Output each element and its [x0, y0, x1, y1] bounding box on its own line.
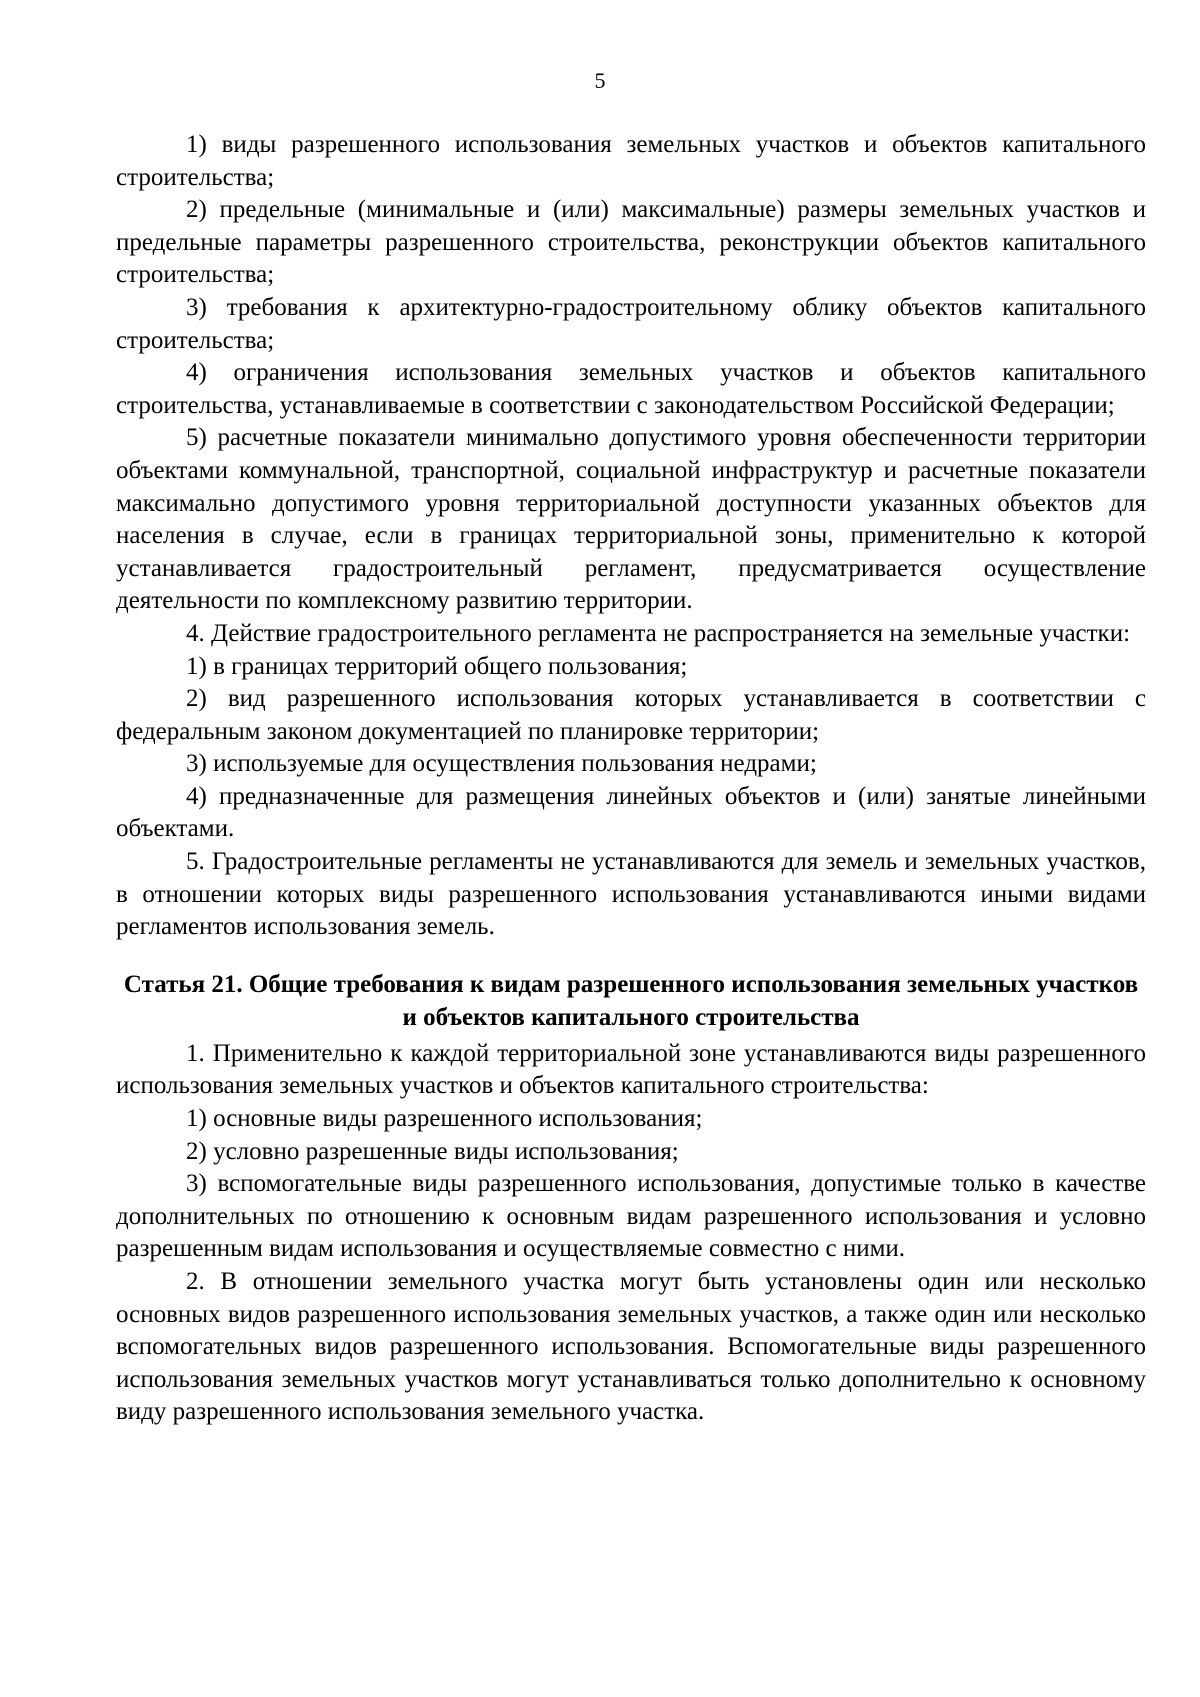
paragraph: 4) предназначенные для размещения линейных объектов и (или) занятые линейными объектами.	[116, 782, 1146, 843]
paragraph: 2. В отношении земельного участка могут быть установлены один или несколько основных видов разрешенного использования земельных участков, а также один или несколько вспомогательных видов разрешенного использования. Вспомогательные виды разрешенного использования земельных участков могут устанавливаться только дополнительно к основному виду разрешенного использования земельного участка.	[116, 1268, 1146, 1426]
paragraph: 1) основные виды разрешенного использования;	[186, 1105, 703, 1133]
paragraph: 5. Градостроительные регламенты не устанавливаются для земель и земельных участков, в отношении которых виды разрешенного использования устанавливаются иными видами регламентов использования земель.	[116, 848, 1146, 941]
paragraph: 4) ограничения использования земельных участков и объектов капитального строительства, устанавливаемые в соответствии с законодательством Российской Федерации;	[116, 359, 1146, 419]
paragraph: 4. Действие градостроительного регламента не распространяется на земельные участки:	[186, 619, 1131, 647]
paragraph: 2) предельные (минимальные и (или) максимальные) размеры земельных участков и предельные параметры разрешенного строительства, реконструкции объектов капитального строительства;	[116, 196, 1146, 289]
page-number: 5	[594, 68, 606, 93]
document-body	[116, 129, 1146, 1429]
paragraph: 1. Применительно к каждой территориальной зоне устанавливаются виды разрешенного использования земельных участков и объектов капитального строительства:	[116, 1039, 1146, 1100]
paragraph: 5) расчетные показатели минимально допустимого уровня обеспеченности территории объектами коммунальной, транспортной, социальной инфраструктур и расчетные показатели максимально допустимого уровня территориальной доступности указанных объектов для населения в случае, если в границах территориальной зоны, применительно к которой устанавливается градостроительный регламент, предусматривается осуществление деятельности по комплексному развитию территории.	[116, 424, 1146, 615]
paragraph: 3) используемые для осуществления пользования недрами;	[186, 750, 817, 778]
paragraph: 1) виды разрешенного использования земельных участков и объектов капитального строительства;	[116, 131, 1146, 191]
paragraph: 3) требования к архитектурно-градостроительному облику объектов капитального строительства;	[116, 293, 1146, 354]
paragraph: 2) условно разрешенные виды использования;	[186, 1137, 679, 1165]
article-heading: Статья 21. Общие требования к видам разрешенного использования земельных участков и объектов капитального строительства	[123, 970, 1139, 1031]
paragraph: 2) вид разрешенного использования которых устанавливается в соответствии с федеральным законом документацией по планировке территории;	[116, 685, 1146, 745]
paragraph: 3) вспомогательные виды разрешенного использования, допустимые только в качестве дополнительных по отношению к основным видам разрешенного использования и условно разрешенным видам использования и осуществляемые совместно с ними.	[116, 1170, 1146, 1263]
paragraph: 1) в границах территорий общего пользования;	[186, 652, 688, 680]
